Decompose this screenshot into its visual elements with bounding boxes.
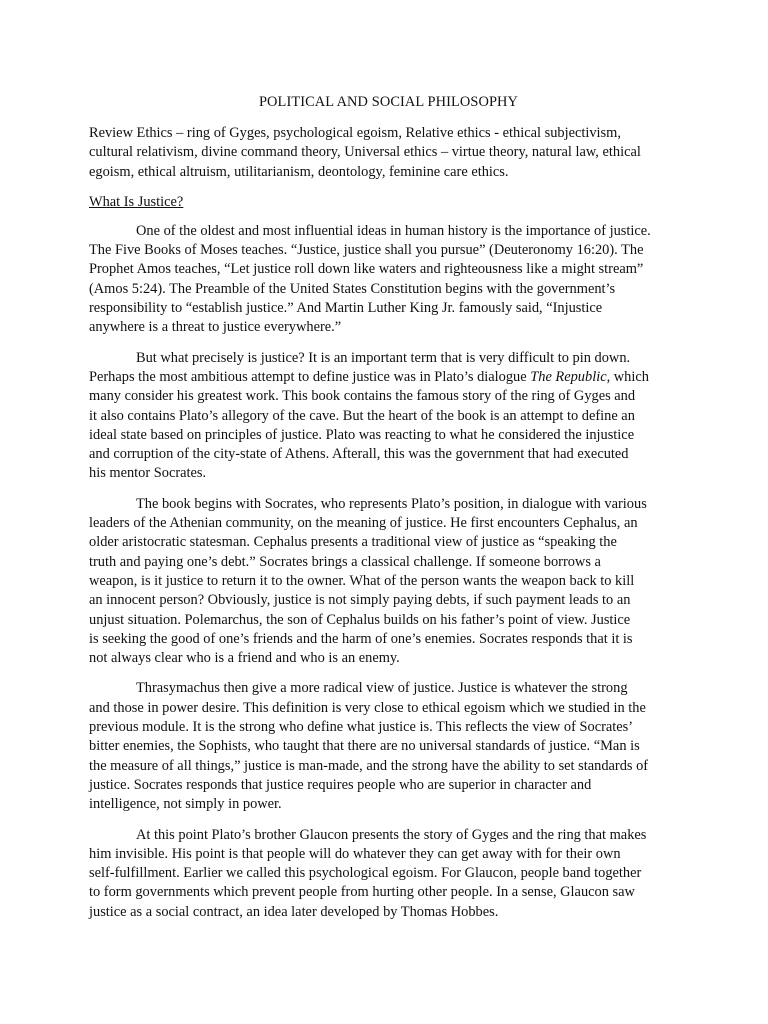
text-line: older aristocratic statesman. Cephalus presents a traditional view of justice as “speaking the [89,534,617,551]
text-line: him invisible. His point is that people will do whatever they can get away with for their own [89,845,621,862]
paragraph-2 [89,349,688,484]
text-line: intelligence, not simply in power. [89,796,282,813]
paragraph-4 [89,679,688,814]
paragraph-1 [89,222,688,338]
text-line: leaders of the Athenian community, on the meaning of justice. He first encounters Cephalus, an [89,515,638,532]
text-line: previous module. It is the strong who define what justice is. This reflects the view of Socrates’ [89,719,634,736]
text-segment: , which [606,368,649,385]
text-line: One of the oldest and most influential ideas in human history is the importance of justice. [136,222,651,239]
text-line: justice as a social contract, an idea later developed by Thomas Hobbes. [89,903,499,920]
text-line: weapon, is it justice to return it to the owner. What of the person wants the weapon back to kill [89,572,635,589]
text-line: truth and paying one’s debt.” Socrates brings a classical challenge. If someone borrows a [89,553,601,570]
text-line: bitter enemies, the Sophists, who taught that there are no universal standards of justice. “Man is [89,738,640,755]
text-line [89,368,688,387]
text-line: his mentor Socrates. [89,465,207,482]
book-title-italic: The Republic [530,368,607,385]
text-line: is seeking the good of one’s friends and the harm of one’s enemies. Socrates responds that it is [89,630,633,647]
text-line: egoism, ethical altruism, utilitarianism, deontology, feminine care ethics. [89,163,509,180]
text-line: to form governments which prevent people from hurting other people. In a sense, Glaucon saw [89,884,635,901]
text-line: Prophet Amos teaches, “Let justice roll down like waters and righteousness like a might stream” [89,261,644,278]
text-line: an innocent person? Obviously, justice is not simply paying debts, if such payment leads to an [89,592,631,609]
paragraph-5 [89,826,688,922]
document-title: POLITICAL AND SOCIAL PHILOSOPHY [258,94,519,110]
text-line: self-fulfillment. Earlier we called this psychological egoism. For Glaucon, people band together [89,865,642,882]
text-line: unjust situation. Polemarchus, the son of Cephalus builds on his father’s point of view. Justice [89,611,631,628]
text-line: But what precisely is justice? It is an important term that is very difficult to pin down. [136,349,631,366]
text-line: and corruption of the city-state of Athens. Afterall, this was the government that had executed [89,446,629,463]
text-line: The Five Books of Moses teaches. “Justice, justice shall you pursue” (Deuteronomy 16:20). The [89,242,644,259]
paragraph-3 [89,495,688,669]
text-line: not always clear who is a friend and who is an enemy. [89,650,400,667]
text-line: cultural relativism, divine command theory, Universal ethics – virtue theory, natural law, ethical [89,144,641,161]
text-line: justice. Socrates responds that justice requires people who are superior in character and [89,776,592,793]
text-line: (Amos 5:24). The Preamble of the United States Constitution begins with the government’s [89,280,616,297]
text-line: many consider his greatest work. This book contains the famous story of the ring of Gyges and [89,388,636,405]
text-line: Review Ethics – ring of Gyges, psychological egoism, Relative ethics - ethical subjectivism, [89,125,621,141]
text-line: At this point Plato’s brother Glaucon presents the story of Gyges and the ring that makes [136,826,647,843]
section-heading: What Is Justice? [89,193,184,210]
text-line: it also contains Plato’s allegory of the cave. But the heart of the book is an attempt to define an [89,407,635,424]
text-line: responsibility to “establish justice.” And Martin Luther King Jr. famously said, “Injustice [89,300,603,317]
text-line: Thrasymachus then give a more radical view of justice. Justice is whatever the strong [136,680,628,697]
text-line: and those in power desire. This definition is very close to ethical egoism which we studied in the [89,699,646,716]
text-line: anywhere is a threat to justice everywhere.” [89,319,342,336]
text-line: the measure of all things,” justice is man-made, and the strong have the ability to set standards of [89,757,649,774]
text-line: The book begins with Socrates, who represents Plato’s position, in dialogue with various [136,495,647,512]
review-paragraph [89,124,688,182]
text-line: ideal state based on principles of justice. Plato was reacting to what he considered the injustice [89,426,635,443]
text-segment: Perhaps the most ambitious attempt to define justice was in Plato’s dialogue [89,368,531,385]
